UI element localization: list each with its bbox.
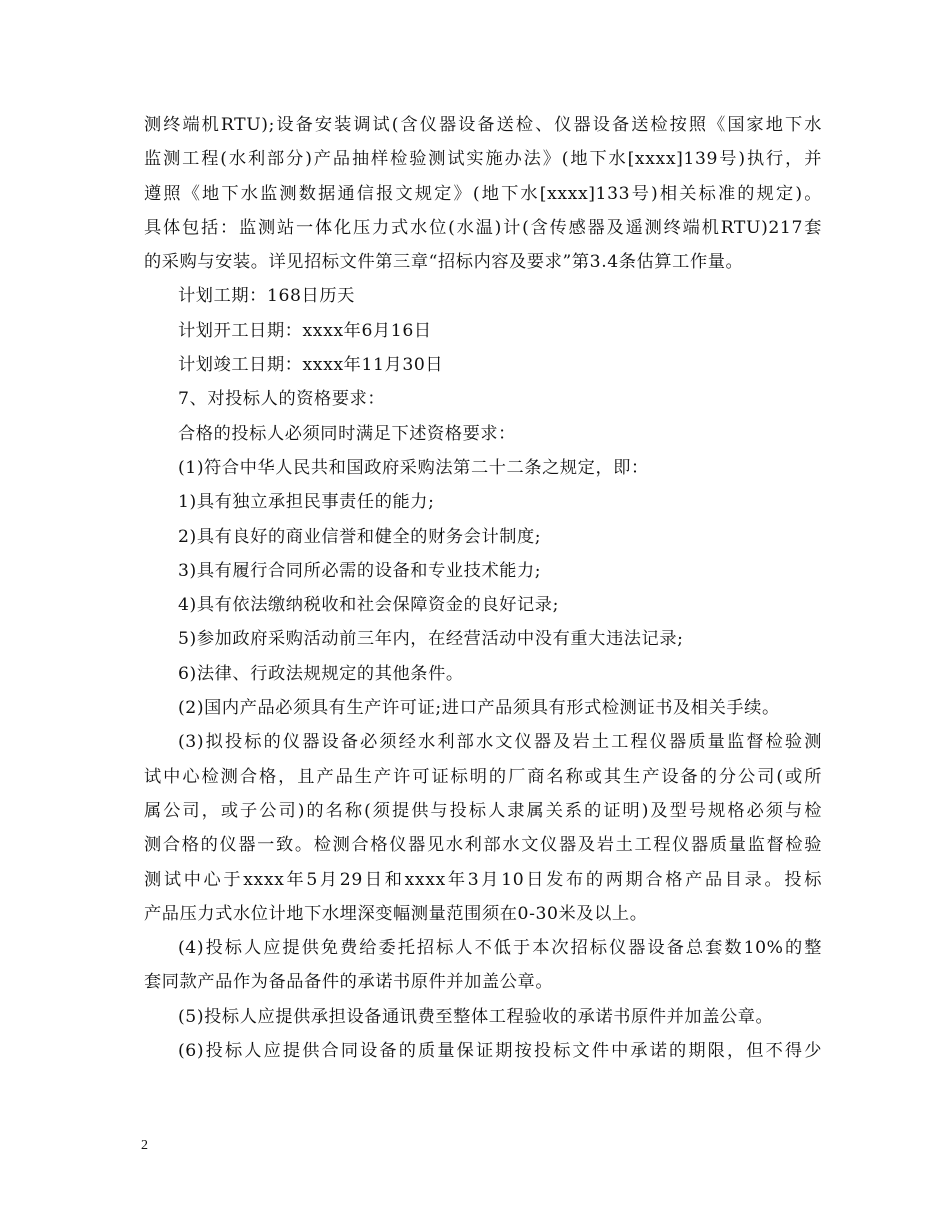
schedule-end-date: 计划竣工日期：xxxx年11月30日 xyxy=(178,355,444,376)
paragraph-line: 的采购与安装。详见招标文件第三章“招标内容及要求”第3.4条估算工作量。 xyxy=(144,252,744,273)
paragraph-line: 测合格的仪器一致。检测合格仪器见水利部水文仪器及岩土工程仪器质量监督检验 xyxy=(144,835,822,856)
list-item: 6)法律、行政法规规定的其他条件。 xyxy=(178,663,464,684)
paragraph-line: 产品压力式水位计地下水埋深变幅测量范围须在0-30米及以上。 xyxy=(144,903,648,924)
paragraph-line: 遵照《地下水监测数据通信报文规定》(地下水[xxxx]133号)相关标准的规定)。 xyxy=(144,183,822,204)
schedule-start-date: 计划开工日期：xxxx年6月16日 xyxy=(178,320,432,341)
paragraph-line: 具体包括：监测站一体化压力式水位(水温)计(含传感器及遥测终端机RTU)217套 xyxy=(144,217,822,238)
list-item: 4)具有依法缴纳税收和社会保障资金的良好记录; xyxy=(178,595,559,616)
body-text xyxy=(144,108,822,1068)
list-item: (6)投标人应提供合同设备的质量保证期按投标文件中承诺的期限，但不得少 xyxy=(178,1041,822,1062)
list-item: (4)投标人应提供免费给委托招标人不低于本次招标仪器设备总套数10%的整 xyxy=(178,938,822,959)
paragraph-line: 属公司，或子公司)的名称(须提供与投标人隶属关系的证明)及型号规格必须与检 xyxy=(144,800,822,821)
list-item: 2)具有良好的商业信誉和健全的财务会计制度; xyxy=(178,526,542,547)
list-item: (3)拟投标的仪器设备必须经水利部水文仪器及岩土工程仪器质量监督检验测 xyxy=(178,732,822,753)
paragraph-line: 监测工程(水利部分)产品抽样检验测试实施办法》(地下水[xxxx]139号)执行，并 xyxy=(144,149,822,170)
section-heading: 7、对投标人的资格要求： xyxy=(178,389,386,410)
list-item: (1)符合中华人民共和国政府采购法第二十二条之规定，即： xyxy=(178,457,649,478)
page-number: 2 xyxy=(141,1138,148,1153)
paragraph-line: 试中心检测合格，且产品生产许可证标明的厂商名称或其生产设备的分公司(或所 xyxy=(144,766,822,787)
paragraph-line: 套同款产品作为备品备件的承诺书原件并加盖公章。 xyxy=(144,972,554,993)
paragraph-line: 测终端机RTU);设备安装调试(含仪器设备送检、仪器设备送检按照《国家地下水 xyxy=(144,115,822,135)
list-item: 3)具有履行合同所必需的设备和专业技术能力; xyxy=(178,560,542,581)
schedule-duration: 计划工期：168日历天 xyxy=(178,286,355,307)
list-item: (5)投标人应提供承担设备通讯费至整体工程验收的承诺书原件并加盖公章。 xyxy=(178,1006,774,1027)
list-item: (2)国内产品必须具有生产许可证;进口产品须具有形式检测证书及相关手续。 xyxy=(178,698,780,719)
list-item: 1)具有独立承担民事责任的能力; xyxy=(178,492,435,513)
paragraph-line: 合格的投标人必须同时满足下述资格要求： xyxy=(178,423,516,444)
list-item: 5)参加政府采购活动前三年内，在经营活动中没有重大违法记录; xyxy=(178,629,684,650)
paragraph-line: 测试中心于xxxx年5月29日和xxxx年3月10日发布的两期合格产品目录。投标 xyxy=(144,869,822,890)
